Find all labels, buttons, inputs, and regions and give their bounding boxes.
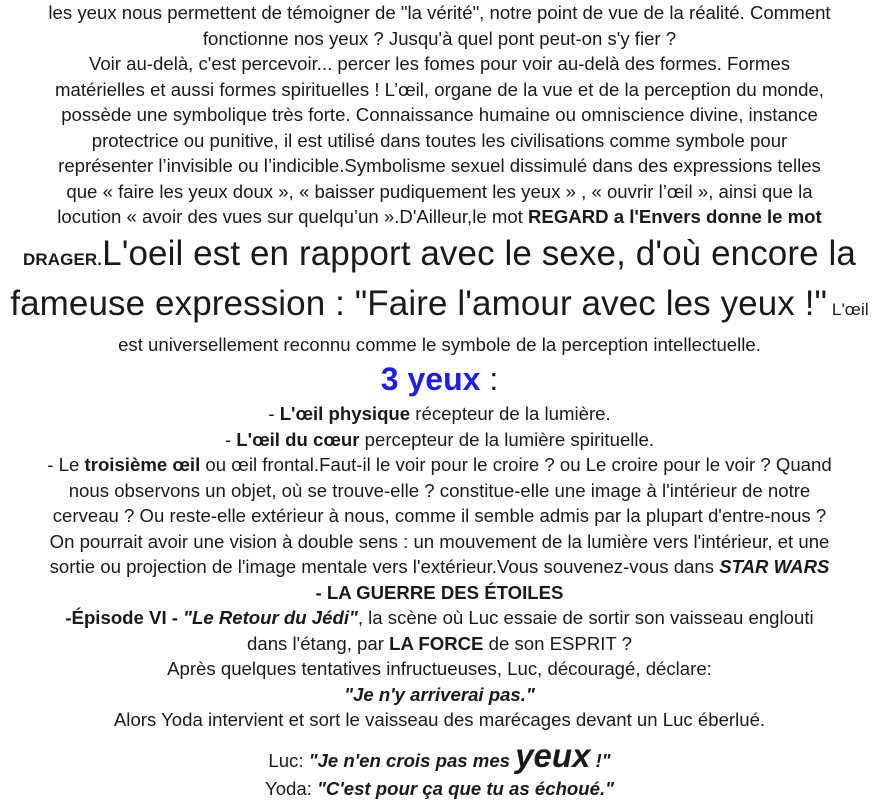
text-line: matérielles et aussi formes spirituelles ! L’œil, organe de la vue et de la perception du monde, (6, 77, 873, 103)
text-line: protectrice ou punitive, il est utilisé dans toutes les civilisations comme symbole pour (6, 128, 873, 154)
heading-text: 3 yeux (381, 361, 481, 397)
text-line: possède une symbolique très forte. Connaissance humaine ou omniscience divine, instance (6, 102, 873, 128)
speaker-label: Yoda: (265, 778, 317, 799)
dialog-line-yoda (6, 776, 873, 801)
quote-span: !" (590, 750, 610, 771)
bold-italic-span: STAR WARS (719, 556, 829, 577)
dialog (0, 741, 879, 801)
bold-italic-span: "Le Retour du Jédi" (183, 607, 358, 628)
text-span: - Le (47, 454, 84, 475)
bold-italic-span: "Je n'y arriverai pas." (344, 684, 535, 705)
bold-span: LA FORCE (389, 633, 483, 654)
highlight-paragraph (0, 232, 879, 358)
section-heading (0, 357, 879, 401)
text-line (6, 682, 873, 708)
speaker-label: Luc: (268, 750, 308, 771)
bold-span: -Épisode VI - (65, 607, 183, 628)
text-span: - (225, 429, 236, 450)
quote-span: "C'est pour ça que tu as échoué." (317, 778, 614, 799)
text-line: fonctionne nos yeux ? Jusqu'à quel pont peut-on s'y fier ? (6, 26, 873, 52)
list-item (6, 452, 873, 478)
big-line (0, 282, 879, 332)
text-line (6, 204, 873, 230)
text-line: est universellement reconnu comme le symbole de la perception intellectuelle. (0, 332, 879, 358)
text-span: sortie ou projection de l'image mentale vers l'extérieur.Vous souvenez-vous dans (50, 556, 720, 577)
text-line: Voir au-delà, c'est percevoir... percer les fomes pour voir au-delà des formes. Formes (6, 51, 873, 77)
text-span: locution « avoir des vues sur quelqu’un ».D'Ailleur,le mot (57, 206, 528, 227)
text-span: percepteur de la lumière spirituelle. (360, 429, 655, 450)
bold-span: troisième œil (85, 454, 201, 475)
small-span: L'œil (827, 300, 869, 319)
text-span: de son ESPRIT ? (483, 633, 632, 654)
text-line: On pourrait avoir une vision à double sens : un mouvement de la lumière vers l'intérieur, et une (6, 529, 873, 555)
quote-span: "Je n'en crois pas mes (309, 750, 516, 771)
text-span: , la scène où Luc essaie de sortir son vaisseau englouti (358, 607, 814, 628)
big-span: fameuse expression : "Faire l'amour avec les yeux !" (10, 284, 827, 323)
text-span: récepteur de la lumière. (410, 403, 611, 424)
emphasis-word: yeux (515, 737, 590, 774)
text-span: - (268, 403, 279, 424)
heading-colon: : (480, 361, 498, 397)
text-line (6, 605, 873, 631)
text-line (6, 580, 873, 606)
list-item (6, 427, 873, 453)
list-item (6, 401, 873, 427)
text-line: représenter l’invisible ou l’indicible.Symbolisme sexuel dissimulé dans des expressions telles (6, 153, 873, 179)
bold-span: REGARD a l'Envers donne le mot (528, 206, 822, 227)
bold-span: L'œil physique (280, 403, 410, 424)
text-span: dans l'étang, par (247, 633, 389, 654)
text-line: nous observons un objet, où se trouve-elle ? constitue-elle une image à l'intérieur de notre (6, 478, 873, 504)
text-line: Après quelques tentatives infructueuses, Luc, découragé, déclare: (6, 656, 873, 682)
dialog-line-luc (6, 741, 873, 776)
text-line: cerveau ? Ou reste-elle extérieur à nous, comme il semble admis par la plupart d'entre-nous ? (6, 503, 873, 529)
text-line: Alors Yoda intervient et sort le vaisseau des marécages devant un Luc éberlué. (6, 707, 873, 733)
bold-span: - LA GUERRE DES ÉTOILES (316, 582, 564, 603)
eyes-list (0, 401, 879, 733)
big-line (0, 232, 879, 282)
text-span: ou œil frontal.Faut-il le voir pour le croire ? ou Le croire pour le voir ? Quand (200, 454, 831, 475)
text-line: que « faire les yeux doux », « baisser pudiquement les yeux » , « ouvrir l’œil », ainsi que la (6, 179, 873, 205)
text-line: les yeux nous permettent de témoigner de "la vérité", notre point de vue de la réalité. Comment (6, 0, 873, 26)
drager-word: DRAGER. (23, 250, 102, 269)
text-line (6, 631, 873, 657)
big-span: L'oeil est en rapport avec le sexe, d'où encore la (102, 234, 856, 273)
intro-paragraph (0, 0, 879, 230)
bold-span: L'œil du cœur (236, 429, 359, 450)
text-line (6, 554, 873, 580)
